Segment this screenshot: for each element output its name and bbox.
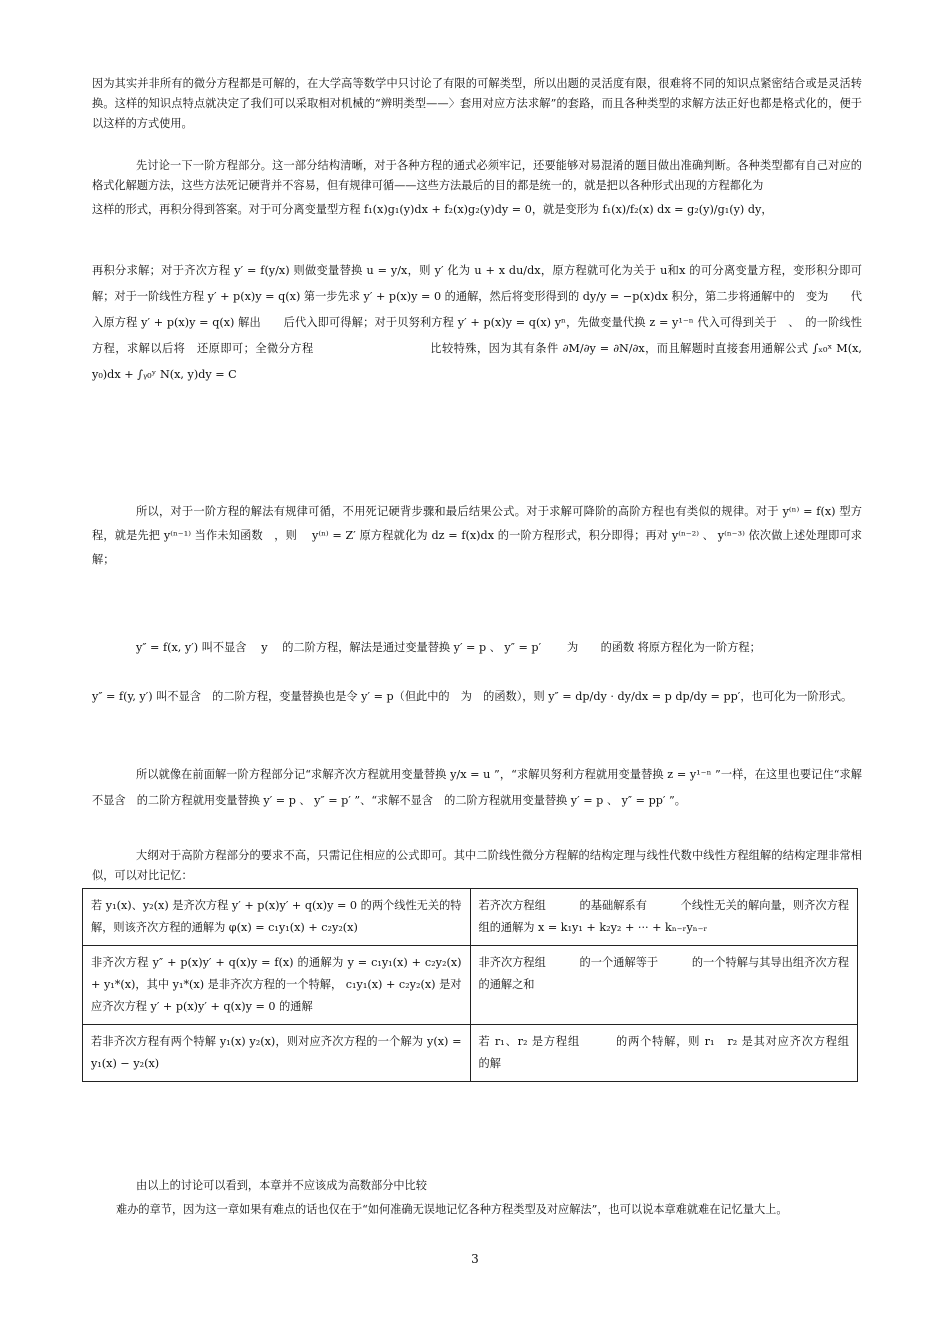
paragraph-10: 由以上的讨论可以看到，本章并不应该成为高数部分中比较: [136, 1179, 427, 1192]
table-row: [83, 889, 858, 946]
table-row: [83, 946, 858, 1025]
table-cell: 若 y₁(x)、y₂(x) 是齐次方程 y′ + p(x)y′ + q(x)y = 0 的两个线性无关的特解，则该齐次方程的通解为 φ(x) = c₁y₁(x) + c₂y₂(x): [83, 889, 471, 946]
table-cell: 非齐次方程 y″ + p(x)y′ + q(x)y = f(x) 的通解为 y = c₁y₁(x) + c₂y₂(x) + y₁*(x)，其中 y₁*(x) 是非齐次方程的一个特解， c₁y₁(x) + c₂y₂(x) 是对应齐次方程 y′ + p(x)y′ + q(x)y = 0 的通解: [83, 946, 471, 1025]
paragraph-3: 这样的形式，再积分得到答案。对于可分离变量型方程 f₁(x)g₁(y)dx + f₂(x)g₂(y)dy = 0，就是变形为 f₁(x)/f₂(x) dx = g₂(y)/g₁(y) dy，: [92, 203, 773, 216]
paragraph-6: y″ = f(x, y′) 叫不显含 y 的二阶方程，解法是通过变量替换 y′ = p 、 y″ = p′ 为 的函数 将原方程化为一阶方程；: [136, 641, 761, 654]
paragraph-8: 所以就像在前面解一阶方程部分记“求解齐次方程就用变量替换 y/x = u ”，“求解贝努利方程就用变量替换 z = y¹⁻ⁿ ”一样，在这里也要记住“求解不显含 的二阶方程就用变量替换 y′ = p 、 y″ = p′ ”、“求解不显含 的二阶方程就用变量替换 y′ = p 、 y″ = pp′ ”。: [92, 768, 862, 807]
paragraph-5: 所以，对于一阶方程的解法有规律可循，不用死记硬背步骤和最后结果公式。对于求解可降阶的高阶方程也有类似的规律。对于 y⁽ⁿ⁾ = f(x) 型方程，就是先把 y⁽ⁿ⁻¹⁾ 当作未知函数 ，则 y⁽ⁿ⁾ = Z′ 原方程就化为 dz = f(x)dx 的一阶方程形式，积分即得；再对 y⁽ⁿ⁻²⁾ 、 y⁽ⁿ⁻³⁾ 依次做上述处理即可求解；: [92, 505, 862, 566]
paragraph-9: 大纲对于高阶方程部分的要求不高，只需记住相应的公式即可。其中二阶线性微分方程解的结构定理与线性代数中线性方程组解的结构定理非常相似，可以对比记忆：: [92, 849, 862, 882]
table-cell: 若 r₁、r₂ 是方程组 的两个特解，则 r₁ r₂ 是其对应齐次方程组 的解: [470, 1025, 858, 1082]
paragraph-11: 难办的章节，因为这一章如果有难点的话也仅在于“如何准确无误地记忆各种方程类型及对应解法”，也可以说本章难就难在记忆量大上。: [116, 1203, 788, 1216]
table-cell: 若齐次方程组 的基础解系有 个线性无关的解向量，则齐次方程组的通解为 x = k₁y₁ + k₂y₂ + ··· + kₙ₋ᵣyₙ₋ᵣ: [470, 889, 858, 946]
paragraph-1: 因为其实并非所有的微分方程都是可解的，在大学高等数学中只讨论了有限的可解类型，所以出题的灵活度有限，很难将不同的知识点紧密结合或是灵活转换。这样的知识点特点就决定了我们可以采取相对机械的“辨明类型——〉套用对应方法求解”的套路，而且各种类型的求解方法正好也都是格式化的，便于以这样的方式使用。: [92, 77, 862, 130]
comparison-table: [82, 888, 883, 1082]
table-row: [83, 1025, 858, 1082]
table-cell: 若非齐次方程有两个特解 y₁(x) y₂(x)，则对应齐次方程的一个解为 y(x) = y₁(x) − y₂(x): [83, 1025, 471, 1082]
paragraph-4: 再积分求解；对于齐次方程 y′ = f(y/x) 则做变量替换 u = y/x，则 y′ 化为 u + x du/dx，原方程就可化为关于 u和x 的可分离变量方程，变形积分即可解；对于一阶线性方程 y′ + p(x)y = q(x) 第一步先求 y′ + p(x)y = 0 的通解，然后将变形得到的 dy/y = −p(x)dx 积分，第二步将通解中的 变为 代入原方程 y′ + p(x)y = q(x) 解出 后代入即可得解；对于贝努利方程 y′ + p(x)y = q(x) yⁿ，先做变量代换 z = y¹⁻ⁿ 代入可得到关于 、 的一阶线性方程，求解以后将 还原即可；全微分方程 比较特殊，因为其有条件 ∂M/∂y = ∂N/∂x，而且解题时直接套用通解公式 ∫ₓ₀ˣ M(x, y₀)dx + ∫ᵧ₀ʸ N(x, y)dy = C: [92, 264, 862, 381]
paragraph-2: 先讨论一下一阶方程部分。这一部分结构清晰，对于各种方程的通式必须牢记，还要能够对易混淆的题目做出准确判断。各种类型都有自己对应的格式化解题方法，这些方法死记硬背并不容易，但有规律可循——这些方法最后的目的都是统一的，就是把以各种形式出现的方程都化为: [92, 159, 862, 192]
paragraph-7: y″ = f(y, y′) 叫不显含 的二阶方程，变量替换也是令 y′ = p（但此中的 为 的函数），则 y″ = dp/dy · dy/dx = p dp/dy = pp′，也可化为一阶形式。: [92, 690, 853, 703]
table-cell: 非齐次方程组 的一个通解等于 的一个特解与其导出组齐次方程 的通解之和: [470, 946, 858, 1025]
page-number: 3: [471, 1252, 479, 1266]
